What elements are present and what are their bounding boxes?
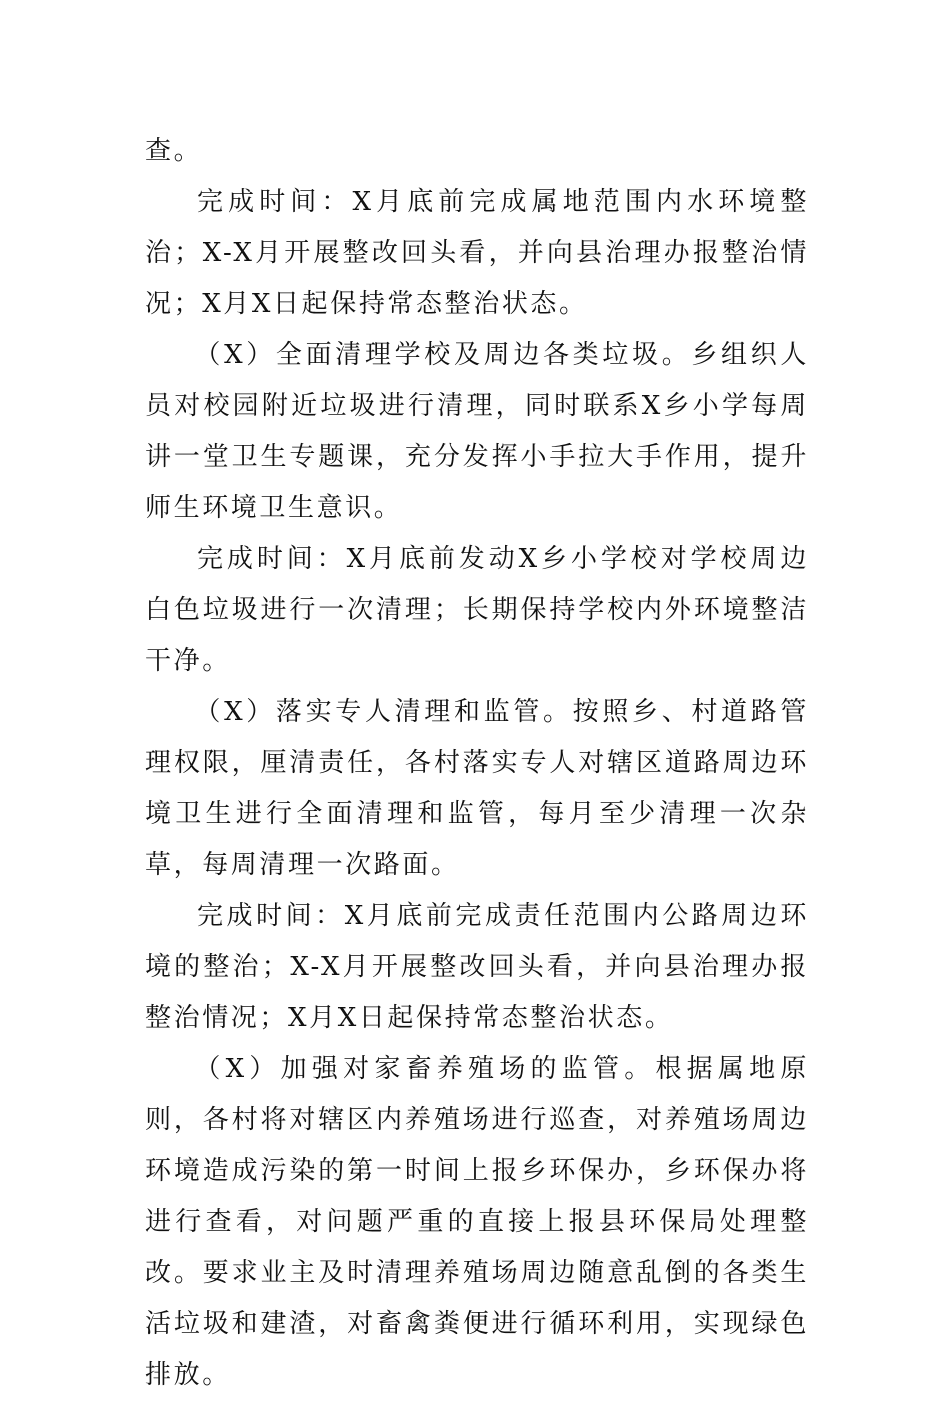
paragraph-continuation: 查。: [145, 136, 203, 166]
paragraph-completion-time-water: 完成时间：X月底前完成属地范围内水环境整治；X-X月开展整改回头看，并向县治理办报整治情况；X月X日起保持常态整治状态。: [145, 187, 809, 319]
document-body: [145, 126, 809, 1401]
paragraph-completion-time-school: 完成时间：X月底前发动X乡小学校对学校周边白色垃圾进行一次清理；长期保持学校内外环境整洁干净。: [145, 544, 809, 676]
paragraph-completion-time-road: 完成时间：X月底前完成责任范围内公路周边环境的整治；X-X月开展整改回头看，并向县治理办报整治情况；X月X日起保持常态整治状态。: [145, 901, 809, 1033]
paragraph-livestock-supervision: （X）加强对家畜养殖场的监管。根据属地原则，各村将对辖区内养殖场进行巡查，对养殖场周边环境造成污染的第一时间上报乡环保办，乡环保办将进行查看，对问题严重的直接上报县环保局处理整改。要求业主及时清理养殖场周边随意乱倒的各类生活垃圾和建渣，对畜禽粪便进行循环利用，实现绿色排放。: [145, 1054, 809, 1390]
paragraph-school-cleanup: （X）全面清理学校及周边各类垃圾。乡组织人员对校园附近垃圾进行清理，同时联系X乡小学每周讲一堂卫生专题课，充分发挥小手拉大手作用，提升师生环境卫生意识。: [145, 340, 809, 523]
paragraph-road-supervision: （X）落实专人清理和监管。按照乡、村道路管理权限，厘清责任，各村落实专人对辖区道路周边环境卫生进行全面清理和监管，每月至少清理一次杂草，每周清理一次路面。: [145, 697, 809, 880]
